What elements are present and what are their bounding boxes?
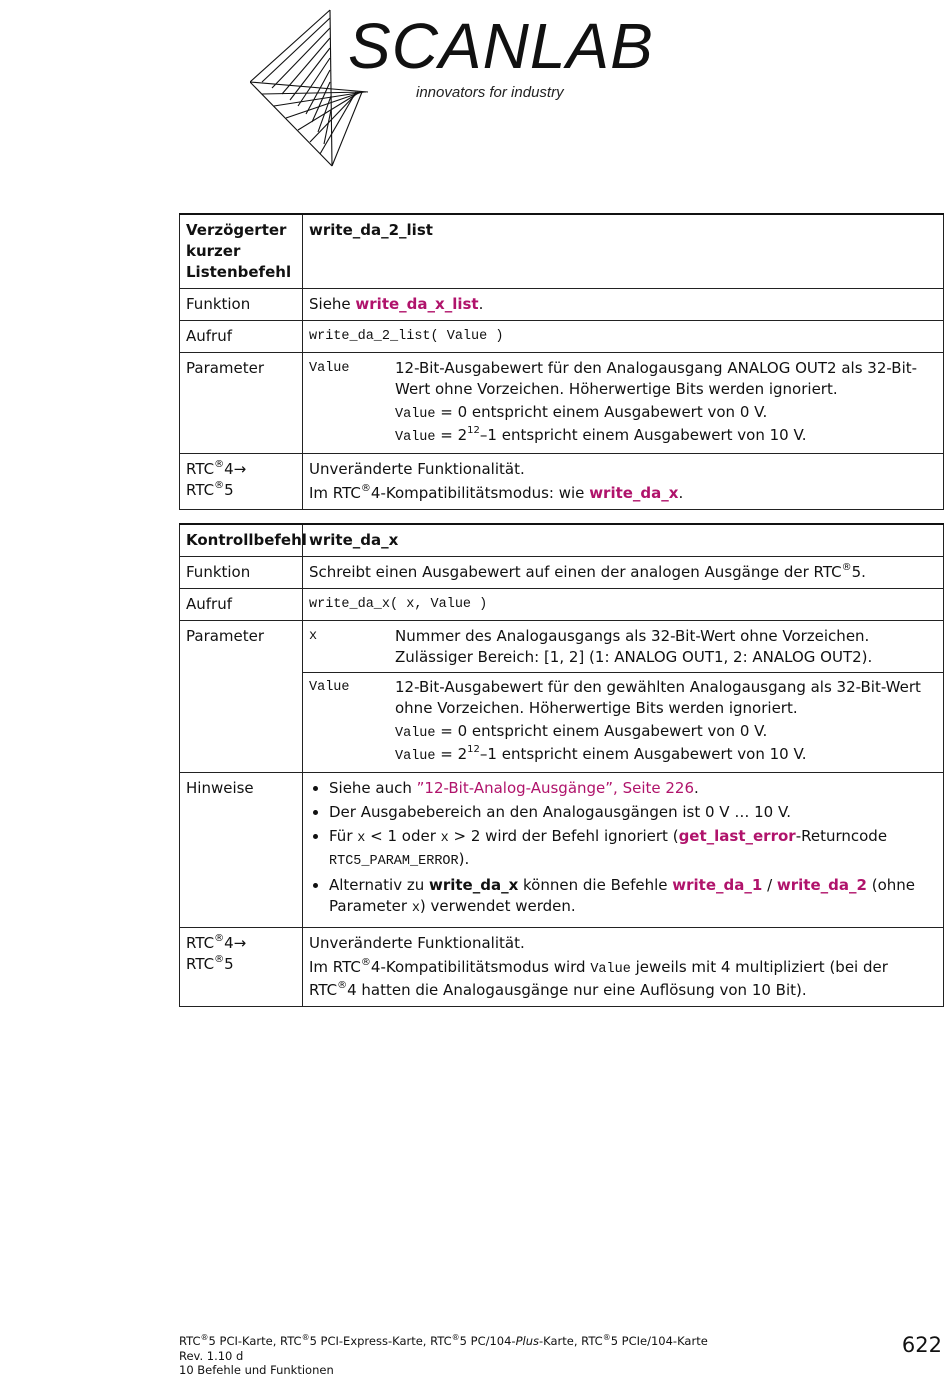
row-val-hinweise [303,773,944,928]
page-footer [179,1334,708,1378]
link-write-da-1[interactable]: write_da_1 [672,876,763,894]
row-key-funktion: Funktion [180,557,303,589]
row-key-rtc4-rtc5: RTC®4→ RTC®5 [180,454,303,510]
table-head-command: write_da_x [303,524,944,557]
command-table-write-da-2-list [179,213,944,510]
row-key-aufruf: Aufruf [180,589,303,621]
link-write-da-x[interactable]: write_da_x [589,484,679,502]
row-val-rtc4-rtc5: Unveränderte Funktionalität. Im RTC®4-Kompatibilitätsmodus: wie write_da_x. [303,454,944,510]
list-item: • Alternativ zu write_da_x können die Befehle write_da_1 / write_da_2 (ohne Parameter x) verwendet werden. [329,875,937,919]
row-key-hinweise: Hinweise [180,773,303,928]
param-name-value: Value [309,680,350,695]
list-item: • Der Ausgabebereich an den Analogausgängen ist 0 V … 10 V. [329,802,937,823]
link-write-da-x-list[interactable]: write_da_x_list [355,295,479,313]
page-number: 622 [901,1333,942,1357]
row-val-aufruf: write_da_x( x, Value ) [303,589,944,621]
link-get-last-error[interactable]: get_last_error [678,827,796,845]
link-12-bit-analog-ausgaenge[interactable]: ”12-Bit-Analog-Ausgänge”, Seite 226 [416,779,695,797]
row-val-funktion: Schreibt einen Ausgabewert auf einen der analogen Ausgänge der RTC®5. [303,557,944,589]
row-key-parameter: Parameter [180,353,303,454]
row-key-rtc4-rtc5: RTC®4→ RTC®5 [180,928,303,1007]
table-head-key: Verzögerter kurzer Listenbefehl [180,214,303,289]
table-head-command: write_da_2_list [303,214,944,289]
footer-revision: Rev. 1.10 d [179,1348,244,1363]
param-name: Value [309,361,350,376]
row-val-aufruf: write_da_2_list( Value ) [303,321,944,353]
footer-product-line: RTC®5 PCI-Karte, RTC®5 PCI-Express-Karte, RTC®5 PC/104-Plus-Karte, RTC®5 PCIe/104-Karte [179,1333,708,1348]
row-key-funktion: Funktion [180,289,303,321]
row-val-parameter [303,621,944,773]
list-item: • Siehe auch ”12-Bit-Analog-Ausgänge”, Seite 226. [329,778,937,799]
scanlab-logo [250,8,710,170]
param-name-x: x [309,629,318,644]
link-write-da-2[interactable]: write_da_2 [776,876,867,894]
param-desc-x: Nummer des Analogausgangs als 32-Bit-Wert ohne Vorzeichen. Zulässiger Bereich: [1, 2] (1: ANALOG OUT1, 2: ANALOG OUT2). [395,627,873,666]
brand-tagline: innovators for industry [416,84,564,101]
param-desc-value: 12-Bit-Ausgabewert für den gewählten Analogausgang als 32-Bit-Wert ohne Vorzeichen. Höherwertige Bits werden ignoriert. Value = 0 entspricht einem Ausgabewert von 0 V. Value = $2^{12}-1$ entspricht einem Ausgabewert von 10 V. [395,678,921,764]
footer-chapter: 10 Befehle und Funktionen [179,1363,334,1377]
list-item: • Für x < 1 oder x > 2 wird der Befehl ignoriert (get_last_error-Returncode RTC5_PARAM_ERROR). [329,826,937,872]
row-val-parameter [303,353,944,454]
row-val-funktion: Siehe write_da_x_list. [303,289,944,321]
brand-name: SCANLAB [348,10,654,82]
row-val-rtc4-rtc5: Unveränderte Funktionalität. Im RTC®4-Kompatibilitätsmodus wird Value jeweils mit 4 multipliziert (bei der RTC®4 hatten die Analogausgänge nur eine Auflösung von 10 Bit). [303,928,944,1007]
command-table-write-da-x [179,523,944,1007]
param-desc: 12-Bit-Ausgabewert für den Analogausgang ANALOG OUT2 als 32-Bit-Wert ohne Vorzeichen. Höherwertige Bits werden ignoriert. Value = 0 entspricht einem Ausgabewert von 0 V. Value = $2^{12}-1$ entspricht einem Ausgabewert von 10 V. [395,359,918,445]
row-key-parameter: Parameter [180,621,303,773]
row-key-aufruf: Aufruf [180,321,303,353]
table-head-key: Kontrollbefehl [180,524,303,557]
